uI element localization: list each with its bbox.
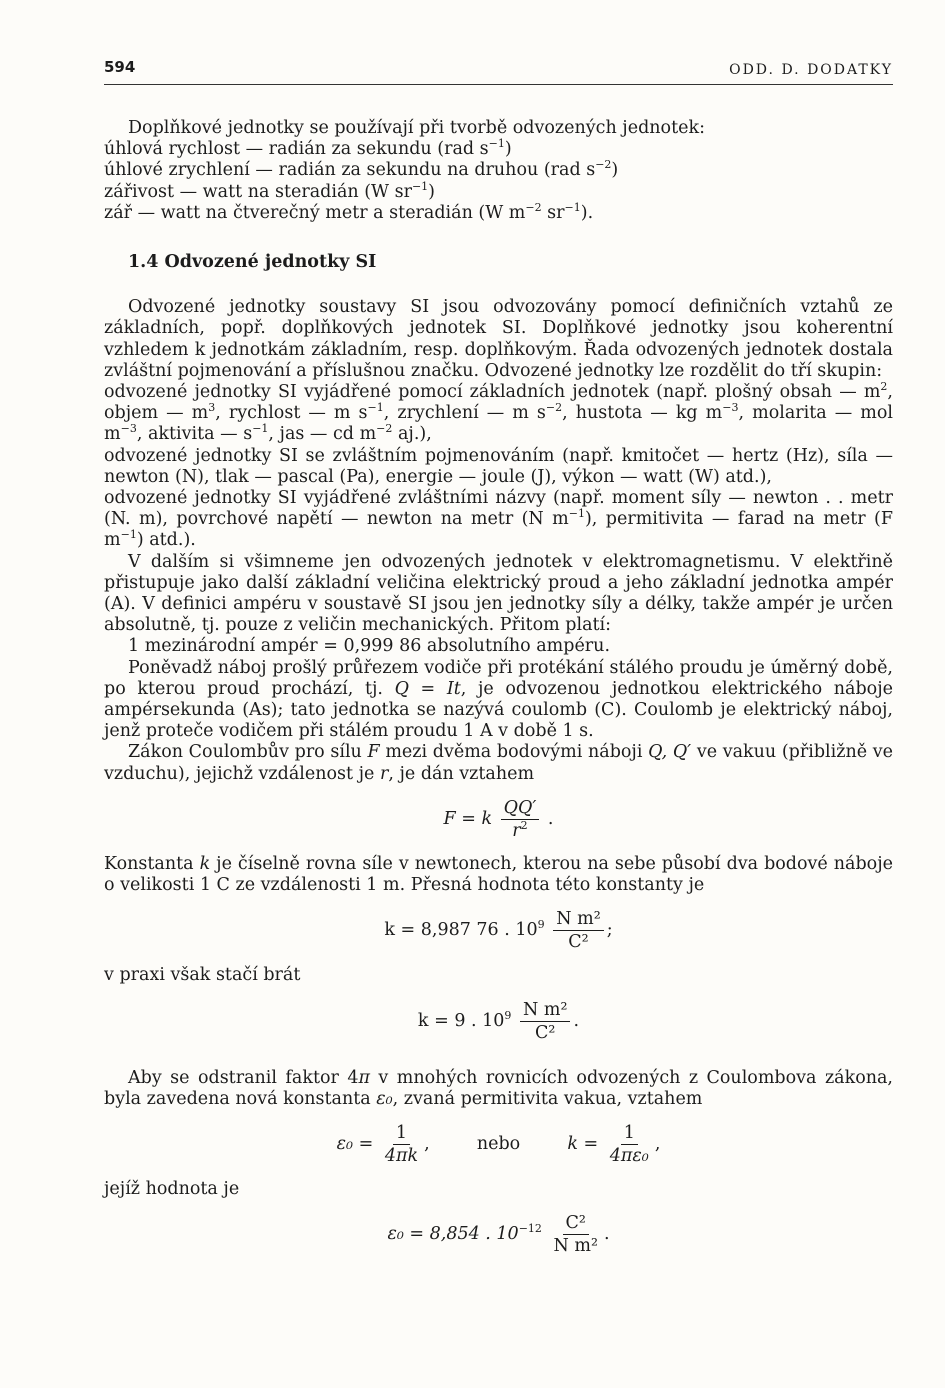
paragraph-practice: v praxi však stačí brát (104, 965, 301, 986)
list-item-special-names: odvozené jednotky SI se zvláštním pojmenováním (např. kmitočet — hertz (Hz), síla — newton (N), tlak — pascal (Pa), energie — joule (J), výkon — watt (W) atd.), (104, 445, 893, 487)
page-header (104, 58, 893, 85)
ampere-relation: 1 mezinárodní ampér = 0,999 86 absolutního ampéru. (128, 636, 611, 657)
formula-coulomb-law: F = k $\frac{QQ'}{r^2}$ . (443, 797, 554, 841)
paragraph-permittivity: Aby se odstranil faktor 4π v mnohých rovnicích odvozených z Coulombova zákona, byla zavedena nová konstanta ε₀, zvaná permitivita vakua, vztahem (104, 1067, 893, 1109)
supp-line-2: úhlové zrychlení — radián za sekundu na druhou (rad $s^{-2}$) (104, 158, 619, 181)
paragraph-constant-k: Konstanta k je číselně rovna síle v newtonech, kterou na sebe působí dva bodové náboje o velikosti 1 C ze vzdálenosti 1 m. Přesná hodnota této konstanty je (104, 853, 893, 896)
supp-line-1: úhlová rychlost — radián za sekundu (rad $s^{-1}$) (104, 137, 512, 160)
list-item-special-expressions: odvozené jednotky SI vyjádřené zvláštními názvy (např. moment síly — newton . . metr (N. m), povrchové napětí — newton na metr (N $m^{-1}$), permitivita — farad na metr (F $m^{-1}$) atd.). (104, 488, 893, 551)
paragraph-value: jejíž hodnota je (104, 1178, 240, 1199)
supp-line-3: zářivost — watt na steradián (W $sr^{-1}$) (104, 179, 435, 202)
paragraph-electromagnetism: V dalším si všimneme jen odvozených jednotek v elektromagnetismu. V elektřině přistupuje jako další základní veličina elektrický proud a jeho základní jednotka ampér (A). V definici ampéru v soustavě SI jsou jen jednotky síly a délky, takže ampér je určen absolutně, tj. pouze z veličin mechanických. Přitom platí: (104, 551, 893, 636)
paragraph-coulomb-law: Zákon Coulombův pro sílu F mezi dvěma bodovými náboji Q, Q′ ve vakuu (přibližně ve vzduchu), jejichž vzdálenost je r, je dán vztahem (104, 742, 893, 784)
page-number: 594 (104, 58, 136, 76)
supp-intro: Doplňkové jednotky se používají při tvorbě odvozených jednotek: (128, 118, 705, 138)
paragraph-intro: Odvozené jednotky soustavy SI jsou odvozovány pomocí definičních vztahů ze základních, popř. doplňkových jednotek SI. Doplňkové jednotky jsou koherentní vzhledem k jednotkám základním, resp. doplňkovým. Řada odvozených jednotek dostala zvláštní pojmenování a příslušnou značku. Odvozené jednotky lze rozdělit do tří skupin: (104, 297, 893, 381)
running-head: ODD. D. DODATKY (729, 62, 893, 78)
supp-line-4: zář — watt na čtverečný metr a steradián (W $m^{-2}$ $sr^{-1}$). (104, 200, 594, 223)
page-content (104, 118, 893, 1269)
section-heading: 1.4 Odvozené jednotky SI (128, 252, 377, 273)
formula-permittivity: ε₀ = $\frac{1}{4\pi k}$ , nebo k = $\frac{1}{\text{4πε₀}}$ , (336, 1122, 661, 1166)
formula-k-exact: k = 8,987 76 . $10^9$ $\frac{\text{N m²}}{\text{C²}}$ ; (384, 909, 613, 953)
formula-k-approx: k = 9 . $10^9$ $\frac{\text{N m²}}{\text{C²}}$ . (417, 999, 580, 1043)
paragraph-coulomb-unit: Poněvadž náboj prošlý průřezem vodiče při protékání stálého proudu je úměrný době, po kterou proud prochází, tj. Q = It, je odvozenou jednotkou elektrického náboje ampérsekunda (As); tato jednotka se nazývá coulomb (C). Coulomb je elektrický náboj, jenž proteče vodičem při stálém proudu 1 A v době 1 s. (104, 657, 893, 742)
formula-permittivity-value: ε₀ = 8,854 . $10^{-12}$ $\frac{\text{C²}}{\text{N m²}}$ . (387, 1213, 610, 1257)
list-item-basic-units: odvozené jednotky SI vyjádřené pomocí základních jednotek (např. plošný obsah — $m^2$, objem — $m^3$, rychlost — m $s^{-1}$, zrychlení — m $s^{-2}$, hustota — kg $m^{-3}$, molarita — mol $m^{-3}$, aktivita — $s^{-1}$, jas — cd $m^{-2}$ aj.), (104, 380, 893, 445)
